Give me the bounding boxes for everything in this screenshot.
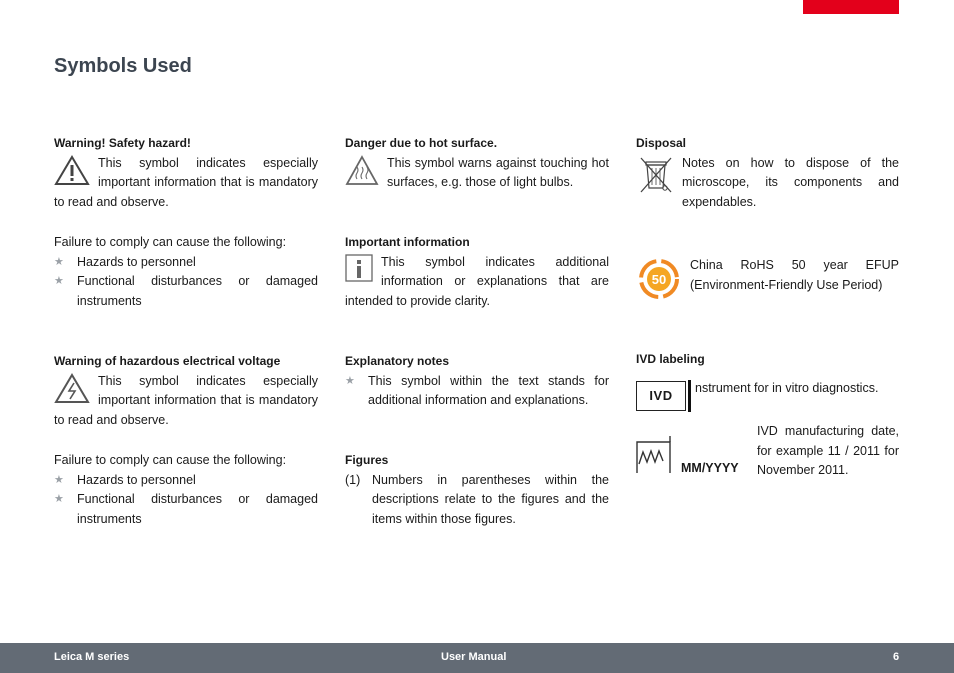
failure-intro: Failure to comply can cause the following: <box>54 235 287 249</box>
section-heading: Figures <box>345 453 389 467</box>
svg-text:50: 50 <box>651 272 667 287</box>
section-text: This symbol indicates additional information or explanations that are intended to provide clarity. <box>345 254 609 308</box>
rohs-section <box>636 256 899 302</box>
crossed-bin-icon <box>636 154 676 194</box>
section-heading: Explanatory notes <box>345 354 450 368</box>
list-item: ★ Functional disturbances or damaged instruments <box>54 492 318 526</box>
star-bullet-icon: ★ <box>54 493 64 505</box>
failure-intro: Failure to comply can cause the following: <box>54 453 287 467</box>
footer <box>0 643 954 673</box>
electrical-voltage-section <box>54 352 318 430</box>
warning-triangle-icon <box>54 154 90 186</box>
page-title: Symbols Used <box>54 55 192 77</box>
section-text: This symbol indicates especially important information that is mandatory to read and observe. <box>54 155 318 209</box>
manufacture-date-icon <box>636 434 672 474</box>
list-item: ★ Hazards to personnel <box>54 471 318 491</box>
section-heading: Disposal <box>636 136 687 150</box>
section-text: This symbol indicates especially important information that is mandatory to read and observe. <box>54 373 318 427</box>
electrical-voltage-icon <box>54 372 90 404</box>
important-info-section <box>345 233 609 311</box>
ivd-symbol-bar <box>688 380 691 412</box>
section-heading: Danger due to hot surface. <box>345 136 498 150</box>
section-heading: IVD labeling <box>636 352 705 366</box>
ivd-text: nstrument for in vitro diagnostics. <box>695 381 879 395</box>
ivd-symbol: IVD <box>636 381 686 411</box>
explanatory-notes-section <box>345 352 609 411</box>
section-heading: Warning! Safety hazard! <box>54 136 191 150</box>
section-text: Notes on how to dispose of the microscope, its components and expendables. <box>636 154 899 213</box>
failure-list-1 <box>54 233 318 311</box>
section-text: This symbol warns against touching hot surfaces, e.g. those of light bulbs. <box>345 154 609 193</box>
section-heading: Important information <box>345 235 470 249</box>
list-item: ★ Hazards to personnel <box>54 253 318 273</box>
star-bullet-icon: ★ <box>54 255 64 268</box>
star-bullet-icon: ★ <box>54 473 64 486</box>
figures-section <box>345 451 609 529</box>
footer-doc-title: User Manual <box>441 651 507 663</box>
numbered-item: (1) Numbers in parentheses within the descriptions relate to the figures and the items within those figures. <box>345 472 609 526</box>
list-item: ★ Functional disturbances or damaged instruments <box>54 274 318 308</box>
star-bullet-icon: ★ <box>345 374 355 387</box>
safety-hazard-section <box>54 134 318 212</box>
page-number: 6 <box>893 651 900 663</box>
section-heading: Warning of hazardous electrical voltage <box>54 354 281 368</box>
hot-surface-section <box>345 134 609 193</box>
info-icon <box>345 253 373 283</box>
ivd-heading-block <box>636 350 899 370</box>
star-bullet-icon: ★ <box>54 275 64 287</box>
rohs-50-badge-icon <box>636 256 682 302</box>
rohs-text: China RoHS 50 year EFUP (Environment-Friendly Use Period) <box>690 258 899 292</box>
mfg-date-format: MM/YYYY <box>681 461 739 475</box>
disposal-section <box>636 134 899 212</box>
accent-bar <box>803 0 899 14</box>
hot-surface-icon <box>345 154 379 186</box>
list-item: ★ This symbol within the text stands for additional information and explanations. <box>345 373 609 407</box>
mfg-date-text: IVD manufacturing date, for example 11 / 2011 for November 2011. <box>757 424 899 477</box>
footer-product: Leica M series <box>54 651 130 663</box>
failure-list-2 <box>54 451 318 529</box>
